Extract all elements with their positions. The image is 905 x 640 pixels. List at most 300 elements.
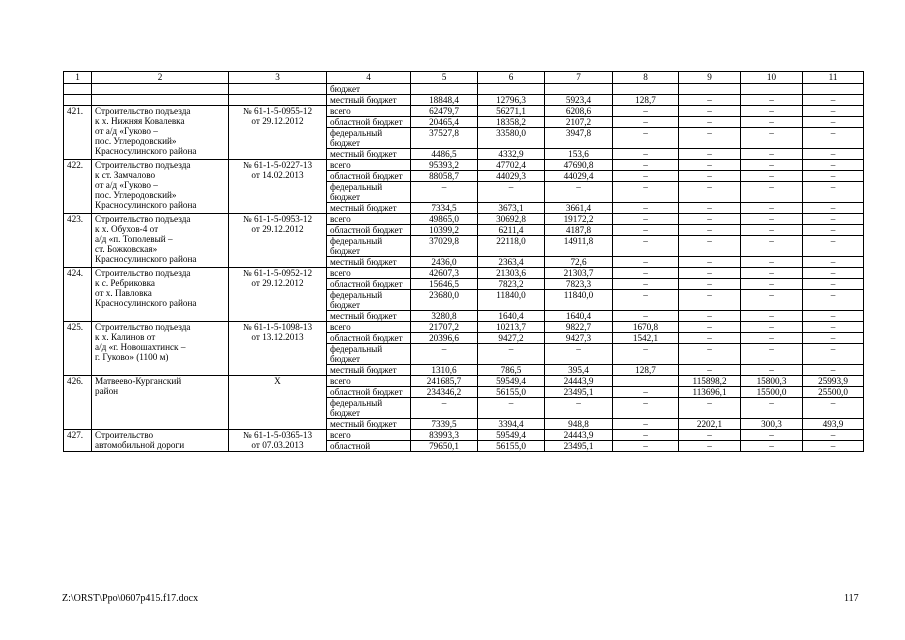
budget-type-cell: всего [327,106,411,117]
table-row [64,160,864,171]
value-cell: 23680,0 [411,290,478,311]
value-cell: – [613,430,679,441]
value-cell: 12796,3 [478,95,545,106]
entry-name-line: Строительство подъезда [95,268,191,278]
entry-name-line: от х. Павловка [95,288,152,298]
value-cell: – [679,236,741,257]
value-cell: 14911,8 [545,236,613,257]
value-cell: – [478,182,545,203]
table-row [64,214,864,225]
num-cell [64,95,92,106]
value-cell [545,84,613,95]
value-cell: 2436,0 [411,257,478,268]
value-cell: – [803,344,864,365]
value-cell: – [411,182,478,203]
budget-type-cell: федеральный бюджет [327,182,411,203]
entry-name-line: от а/д «Гуково – [95,126,158,136]
value-cell: 18358,2 [478,117,545,128]
value-cell: 786,5 [478,365,545,376]
column-header: 2 [92,72,229,84]
value-cell: – [803,333,864,344]
entry-number: 422. [64,160,92,214]
value-cell: – [679,398,741,419]
entry-document-line: № 61-1-5-1098-13 [242,322,313,332]
value-cell: – [613,257,679,268]
budget-type-cell: областной бюджет [327,279,411,290]
value-cell: – [803,106,864,117]
value-cell: – [613,441,679,452]
value-cell: 18848,4 [411,95,478,106]
value-cell: 4332,9 [478,149,545,160]
entry-name-line: Строительство подъезда [95,322,191,332]
value-cell: 15646,5 [411,279,478,290]
value-cell: 3947,8 [545,128,613,149]
value-cell: – [679,117,741,128]
value-cell: 15800,3 [741,376,803,387]
column-header: 7 [545,72,613,84]
value-cell: 234346,2 [411,387,478,398]
value-cell: – [679,311,741,322]
entry-name-line: от а/д «Гуково – [95,180,158,190]
value-cell: – [741,117,803,128]
budget-type-cell: бюджет [327,84,411,95]
value-cell: – [679,333,741,344]
value-cell: – [545,398,613,419]
value-cell: – [741,149,803,160]
table-row [64,376,864,387]
entry-document-line: от 29.12.2012 [251,224,304,234]
entry-document-line: № 61-1-5-0227-13 [242,160,313,170]
value-cell: 2363,4 [478,257,545,268]
entry-name-line: Строительство подъезда [95,214,191,224]
entry-name-line: Строительство [95,430,154,440]
table-header-row [64,72,864,84]
value-cell: – [679,290,741,311]
entry-name-line: ст. Божковская» [95,244,158,254]
budget-type-cell: местный бюджет [327,95,411,106]
budget-type-cell: областной бюджет [327,387,411,398]
value-cell: – [741,333,803,344]
entry-number: 421. [64,106,92,160]
value-cell: 9822,7 [545,322,613,333]
value-cell: 4486,5 [411,149,478,160]
value-cell: – [613,128,679,149]
value-cell: 6211,4 [478,225,545,236]
entry-document-line: № 61-1-5-0955-12 [242,106,313,116]
value-cell: 33580,0 [478,128,545,149]
entry-document-line: № 61-1-5-0365-13 [242,430,313,440]
value-cell: – [613,398,679,419]
value-cell [741,84,803,95]
value-cell: – [679,182,741,203]
value-cell: 395,4 [545,365,613,376]
value-cell: – [741,322,803,333]
value-cell: – [411,398,478,419]
value-cell: – [613,171,679,182]
value-cell: – [613,106,679,117]
value-cell: – [679,128,741,149]
value-cell: 241685,7 [411,376,478,387]
value-cell: – [741,268,803,279]
value-cell: – [613,182,679,203]
table-row [64,430,864,441]
value-cell: 11840,0 [545,290,613,311]
value-cell: 44029,3 [478,171,545,182]
value-cell: 83993,3 [411,430,478,441]
value-cell: – [679,225,741,236]
value-cell [613,84,679,95]
value-cell: 22118,0 [478,236,545,257]
entry-document [229,214,327,268]
value-cell: – [613,268,679,279]
value-cell: 7334,5 [411,203,478,214]
value-cell: 56271,1 [478,106,545,117]
value-cell: – [613,236,679,257]
entry-document-line: от 07.03.2013 [251,440,304,450]
value-cell: – [741,203,803,214]
doc-cell [229,84,327,95]
value-cell: – [679,171,741,182]
entry-document [229,160,327,214]
entry-number: 426. [64,376,92,430]
value-cell: – [803,214,864,225]
value-cell: – [741,214,803,225]
value-cell: 21303,7 [545,268,613,279]
value-cell: – [613,387,679,398]
entry-document-line: от 14.02.2013 [251,170,304,180]
value-cell: 24443,9 [545,430,613,441]
budget-type-cell: местный бюджет [327,311,411,322]
value-cell: – [803,128,864,149]
value-cell: 19172,2 [545,214,613,225]
value-cell: – [803,322,864,333]
value-cell: – [803,171,864,182]
value-cell: 1670,8 [613,322,679,333]
value-cell: 47690,8 [545,160,613,171]
value-cell: – [803,95,864,106]
entry-document-line: от 13.12.2013 [251,332,304,342]
budget-type-cell: местный бюджет [327,365,411,376]
value-cell: – [679,365,741,376]
value-cell: – [803,311,864,322]
column-header: 9 [679,72,741,84]
entry-name [92,160,229,214]
value-cell: – [679,106,741,117]
budget-type-cell: всего [327,376,411,387]
value-cell: – [613,149,679,160]
budget-type-cell: всего [327,268,411,279]
value-cell: 153,6 [545,149,613,160]
value-cell: – [741,225,803,236]
column-header: 10 [741,72,803,84]
num-cell [64,84,92,95]
value-cell: 15500,0 [741,387,803,398]
value-cell: – [741,128,803,149]
value-cell: – [741,398,803,419]
budget-type-cell: областной бюджет [327,225,411,236]
budget-type-cell: областной бюджет [327,171,411,182]
value-cell: 23495,1 [545,441,613,452]
value-cell: – [741,257,803,268]
column-header: 4 [327,72,411,84]
value-cell: 25993,9 [803,376,864,387]
entry-name-line: пос. Углеродовский» [95,136,177,146]
entry-name-line: пос. Углеродовский» [95,190,177,200]
value-cell: – [613,203,679,214]
value-cell: – [741,182,803,203]
value-cell: 42607,3 [411,268,478,279]
value-cell: 6208,6 [545,106,613,117]
column-header: 5 [411,72,478,84]
value-cell: 88058,7 [411,171,478,182]
entry-name-line: к х. Калинов от [95,332,156,342]
entry-name-line: район [95,386,119,396]
budget-type-cell: федеральный бюджет [327,128,411,149]
entry-number: 427. [64,430,92,452]
value-cell: 21707,2 [411,322,478,333]
entry-name [92,430,229,452]
value-cell: – [613,160,679,171]
value-cell: – [803,182,864,203]
doc-cell [229,95,327,106]
value-cell: – [741,106,803,117]
entry-number: 424. [64,268,92,322]
entry-name-line: Красносулинского района [95,200,197,210]
value-cell: – [478,344,545,365]
entry-name-line: Матвеево-Курганский [95,376,182,386]
budget-type-cell: областной бюджет [327,333,411,344]
entry-name-line: а/д «г. Новошахтинск – [95,342,186,352]
entry-name-line: Красносулинского района [95,298,197,308]
entry-name-line: Строительство подъезда [95,106,191,116]
budget-type-cell: местный бюджет [327,149,411,160]
budget-type-cell: местный бюджет [327,257,411,268]
budget-type-cell: областной бюджет [327,117,411,128]
entry-name [92,376,229,430]
value-cell: – [679,149,741,160]
budget-type-cell: всего [327,214,411,225]
table-row [64,322,864,333]
value-cell: – [679,203,741,214]
value-cell: – [679,214,741,225]
entry-name [92,322,229,376]
entry-name-line: г. Гуково» (1100 м) [95,352,169,362]
value-cell: 9427,2 [478,333,545,344]
value-cell: 113696,1 [679,387,741,398]
value-cell: – [803,117,864,128]
value-cell: – [613,214,679,225]
entry-document-line: № 61-1-5-0952-12 [242,268,313,278]
value-cell: 115898,2 [679,376,741,387]
entry-name-line: к х. Обухов-4 от [95,224,159,234]
column-header: 11 [803,72,864,84]
value-cell: – [679,95,741,106]
value-cell: – [741,430,803,441]
value-cell: 9427,3 [545,333,613,344]
entry-number: 425. [64,322,92,376]
value-cell: – [803,290,864,311]
value-cell: – [803,149,864,160]
value-cell: – [679,441,741,452]
budget-table [63,71,864,452]
value-cell: – [613,225,679,236]
budget-type-cell: местный бюджет [327,419,411,430]
value-cell: – [741,365,803,376]
value-cell: 23495,1 [545,387,613,398]
value-cell: 79650,1 [411,441,478,452]
value-cell: – [803,365,864,376]
value-cell: – [803,160,864,171]
value-cell [411,84,478,95]
value-cell: – [679,257,741,268]
column-header: 1 [64,72,92,84]
value-cell: 20465,4 [411,117,478,128]
entry-name-line: Красносулинского района [95,146,197,156]
value-cell: 44029,4 [545,171,613,182]
value-cell: – [741,311,803,322]
value-cell: – [803,398,864,419]
entry-name-line: Строительство подъезда [95,160,191,170]
value-cell: – [545,182,613,203]
value-cell: 7339,5 [411,419,478,430]
entry-name-line: к ст. Замчалово [95,170,156,180]
value-cell: – [613,279,679,290]
value-cell: 4187,8 [545,225,613,236]
value-cell: 37029,8 [411,236,478,257]
entry-name-line: а/д «п. Тополевый – [95,234,173,244]
budget-type-cell: федеральный бюджет [327,398,411,419]
value-cell: 95393,2 [411,160,478,171]
column-header: 6 [478,72,545,84]
value-cell: – [613,290,679,311]
budget-type-cell: федеральный бюджет [327,344,411,365]
entry-document-line: от 29.12.2012 [251,116,304,126]
value-cell: 1640,4 [478,311,545,322]
value-cell: 493,9 [803,419,864,430]
value-cell: 56155,0 [478,441,545,452]
value-cell: – [803,257,864,268]
value-cell: 948,8 [545,419,613,430]
value-cell: 24443,9 [545,376,613,387]
value-cell: 7823,3 [545,279,613,290]
value-cell: 20396,6 [411,333,478,344]
value-cell: – [545,344,613,365]
value-cell: 62479,7 [411,106,478,117]
entry-name-line: автомобильной дороги [95,440,185,450]
value-cell: – [741,236,803,257]
value-cell: 49865,0 [411,214,478,225]
value-cell: – [478,398,545,419]
value-cell: – [411,344,478,365]
value-cell: – [741,171,803,182]
budget-type-cell: местный бюджет [327,203,411,214]
value-cell: 7823,2 [478,279,545,290]
value-cell: 1542,1 [613,333,679,344]
value-cell: 10399,2 [411,225,478,236]
name-cell [92,84,229,95]
budget-type-cell: федеральный бюджет [327,290,411,311]
page-number: 117 [844,593,859,604]
value-cell: – [613,419,679,430]
value-cell: – [679,344,741,365]
value-cell: – [741,95,803,106]
value-cell: 128,7 [613,95,679,106]
value-cell: – [741,290,803,311]
table-row [64,95,864,106]
value-cell: 25500,0 [803,387,864,398]
budget-type-cell: всего [327,160,411,171]
budget-type-cell: федеральный бюджет [327,236,411,257]
entry-name [92,106,229,160]
value-cell: – [803,203,864,214]
value-cell: 37527,8 [411,128,478,149]
budget-type-cell: всего [327,322,411,333]
entry-document-line: от 29.12.2012 [251,278,304,288]
value-cell: 1310,6 [411,365,478,376]
name-cell [92,95,229,106]
value-cell: 5923,4 [545,95,613,106]
entry-document [229,430,327,452]
entry-name-line: к с. Ребриковка [95,278,156,288]
value-cell: – [679,268,741,279]
value-cell: – [741,441,803,452]
value-cell: – [803,268,864,279]
value-cell: 128,7 [613,365,679,376]
entry-name-line: Красносулинского района [95,254,197,264]
value-cell: 56155,0 [478,387,545,398]
value-cell: 3673,1 [478,203,545,214]
file-path: Z:\ORST\Ppo\0607p415.f17.docx [62,593,199,604]
value-cell: 72,6 [545,257,613,268]
value-cell: 3280,8 [411,311,478,322]
column-header: 3 [229,72,327,84]
value-cell: – [741,344,803,365]
value-cell: 2202,1 [679,419,741,430]
entry-document [229,322,327,376]
value-cell: – [679,322,741,333]
column-header: 8 [613,72,679,84]
entry-document [229,268,327,322]
value-cell: – [803,279,864,290]
value-cell: 1640,4 [545,311,613,322]
value-cell [478,84,545,95]
value-cell: – [741,279,803,290]
value-cell: 10213,7 [478,322,545,333]
entry-number: 423. [64,214,92,268]
entry-name-line: к х. Нижняя Ковалевка [95,116,185,126]
value-cell: 59549,4 [478,430,545,441]
value-cell: – [803,225,864,236]
value-cell: – [613,117,679,128]
table-row [64,84,864,95]
budget-type-cell: всего [327,430,411,441]
value-cell: 30692,8 [478,214,545,225]
entry-document-line: Х [274,376,281,386]
value-cell: – [679,430,741,441]
value-cell: – [613,344,679,365]
value-cell: 11840,0 [478,290,545,311]
table-row [64,268,864,279]
value-cell: – [679,160,741,171]
value-cell: – [803,441,864,452]
value-cell: 3394,4 [478,419,545,430]
value-cell: – [741,160,803,171]
entry-document [229,376,327,430]
table-row [64,106,864,117]
value-cell: 2107,2 [545,117,613,128]
value-cell: 47702,4 [478,160,545,171]
value-cell: – [803,236,864,257]
